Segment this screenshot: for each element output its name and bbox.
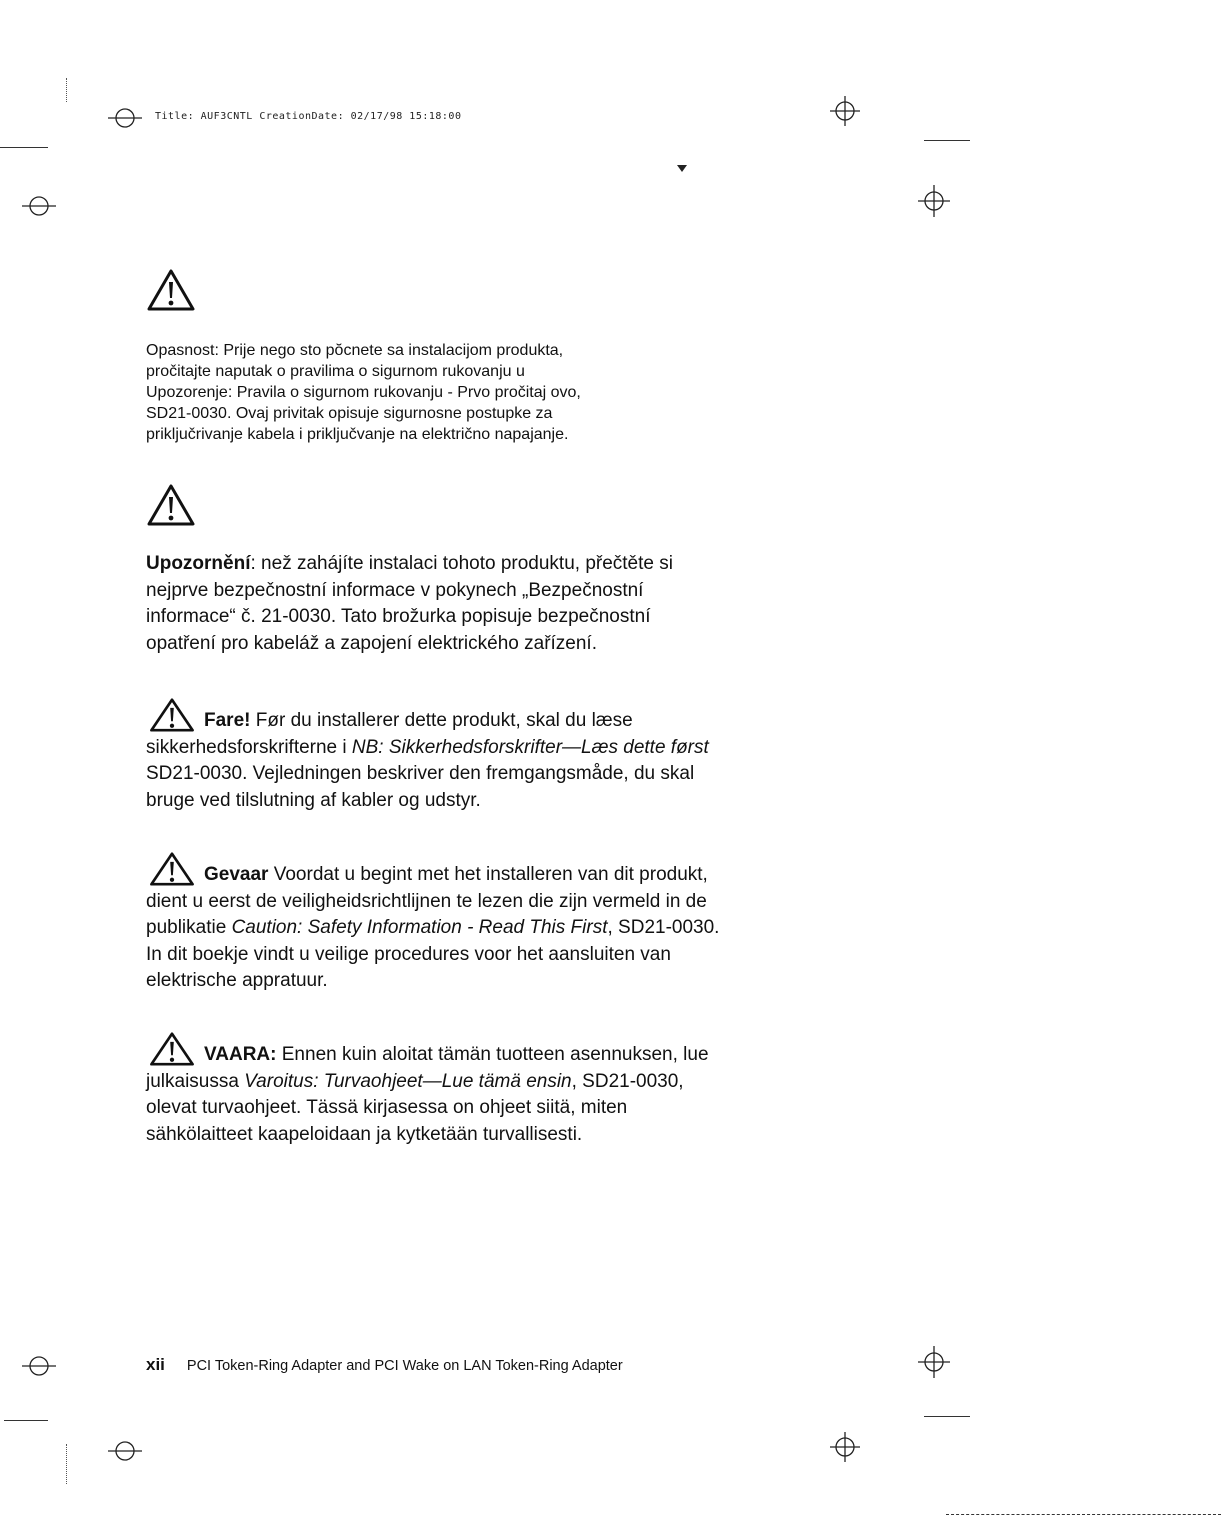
caution-danish	[146, 698, 806, 814]
registration-mark-icon	[108, 106, 142, 130]
caution-dutch	[146, 852, 846, 995]
caution-label: Gevaar	[204, 864, 269, 885]
warning-icon	[146, 852, 198, 886]
text-line: publikatie Caution: Safety Information - Read This First, SD21-0030.	[146, 917, 720, 938]
header-title: Title: AUF3CNTL CreationDate: 02/17/98 15:18:00	[155, 111, 462, 122]
registration-mark-icon	[830, 1432, 860, 1462]
text-line: Opasnost: Prije nego sto pŏcnete sa instalacijom produkta,	[146, 342, 564, 359]
text-line: julkaisussa Varoitus: Turvaohjeet—Lue tämä ensin, SD21-0030,	[146, 1070, 684, 1092]
text-line: informace“ č. 21-0030. Tato brožurka popisuje bezpečnostní	[146, 606, 651, 627]
text-line: dient u eerst de veiligheidsrichtlijnen te lezen die zijn vermeld in de	[146, 890, 707, 912]
crop-mark	[0, 147, 48, 148]
warning-icon	[146, 698, 198, 732]
warning-icon	[146, 483, 196, 527]
registration-mark-icon	[918, 185, 950, 217]
text-line: SD21-0030. Ovaj privitak opisuje sigurnosne postupke za	[146, 405, 553, 422]
caution-label: Upozornění	[146, 553, 251, 574]
text-line: Gevaar Voordat u begint met het installeren van dit produkt,	[146, 852, 846, 889]
page-footer	[146, 1355, 623, 1375]
text-line: In dit boekje vindt u veilige procedures voor het aansluiten van	[146, 943, 671, 965]
text-line: Upozornění: než zahájíte instalaci tohoto produktu, přečtěte si	[146, 553, 673, 574]
crop-mark	[924, 1416, 970, 1417]
text-line: bruge ved tilslutning af kabler og udstyr.	[146, 789, 481, 811]
text-line: Fare! Før du installerer dette produkt, skal du læse	[146, 698, 806, 735]
crop-mark	[66, 78, 67, 102]
text-line: opatření pro kabeláž a zapojení elektrického zařízení.	[146, 632, 597, 654]
text-line: pročitajte naputak o pravilima o sigurnom rukovanju u	[146, 363, 525, 380]
registration-mark-icon	[918, 1346, 950, 1378]
crop-mark	[946, 1514, 1221, 1515]
text-line: elektrische appratuur.	[146, 970, 328, 991]
text-line: nejprve bezpečnostní informace v pokynech „Bezpečnostní	[146, 579, 644, 601]
text-line: sähkölaitteet kaapeloidaan ja kytketään turvallisesti.	[146, 1123, 583, 1145]
caution-croatian	[146, 340, 686, 445]
caution-label: VAARA:	[204, 1044, 277, 1065]
arrow-down-icon	[676, 164, 688, 174]
warning-icon	[146, 1032, 198, 1066]
warning-icon	[146, 268, 196, 312]
text-line: sikkerhedsforskrifterne i NB: Sikkerhedsforskrifter—Læs dette først	[146, 736, 709, 758]
page-number: xii	[146, 1355, 165, 1374]
caution-czech	[146, 551, 806, 657]
crop-mark	[66, 1444, 67, 1484]
crop-mark	[4, 1420, 48, 1421]
registration-mark-icon	[830, 96, 860, 126]
caution-finnish	[146, 1032, 806, 1148]
text-line: VAARA: Ennen kuin aloitat tämän tuotteen asennuksen, lue	[146, 1032, 806, 1069]
registration-mark-icon	[22, 194, 56, 218]
registration-mark-icon	[108, 1439, 142, 1463]
text-line: olevat turvaohjeet. Tässä kirjasessa on ohjeet siitä, miten	[146, 1097, 628, 1118]
footer-title: PCI Token-Ring Adapter and PCI Wake on LAN Token-Ring Adapter	[186, 1358, 623, 1374]
text-line: priključrivanje kabela i priključvanje na električno napajanje.	[146, 426, 569, 443]
caution-label: Fare!	[204, 710, 251, 731]
text-line: Upozorenje: Pravila o sigurnom rukovanju - Prvo pročitaj ovo,	[146, 384, 581, 401]
crop-mark	[924, 140, 970, 141]
registration-mark-icon	[22, 1354, 56, 1378]
text-line: SD21-0030. Vejledningen beskriver den fremgangsmåde, du skal	[146, 763, 695, 784]
